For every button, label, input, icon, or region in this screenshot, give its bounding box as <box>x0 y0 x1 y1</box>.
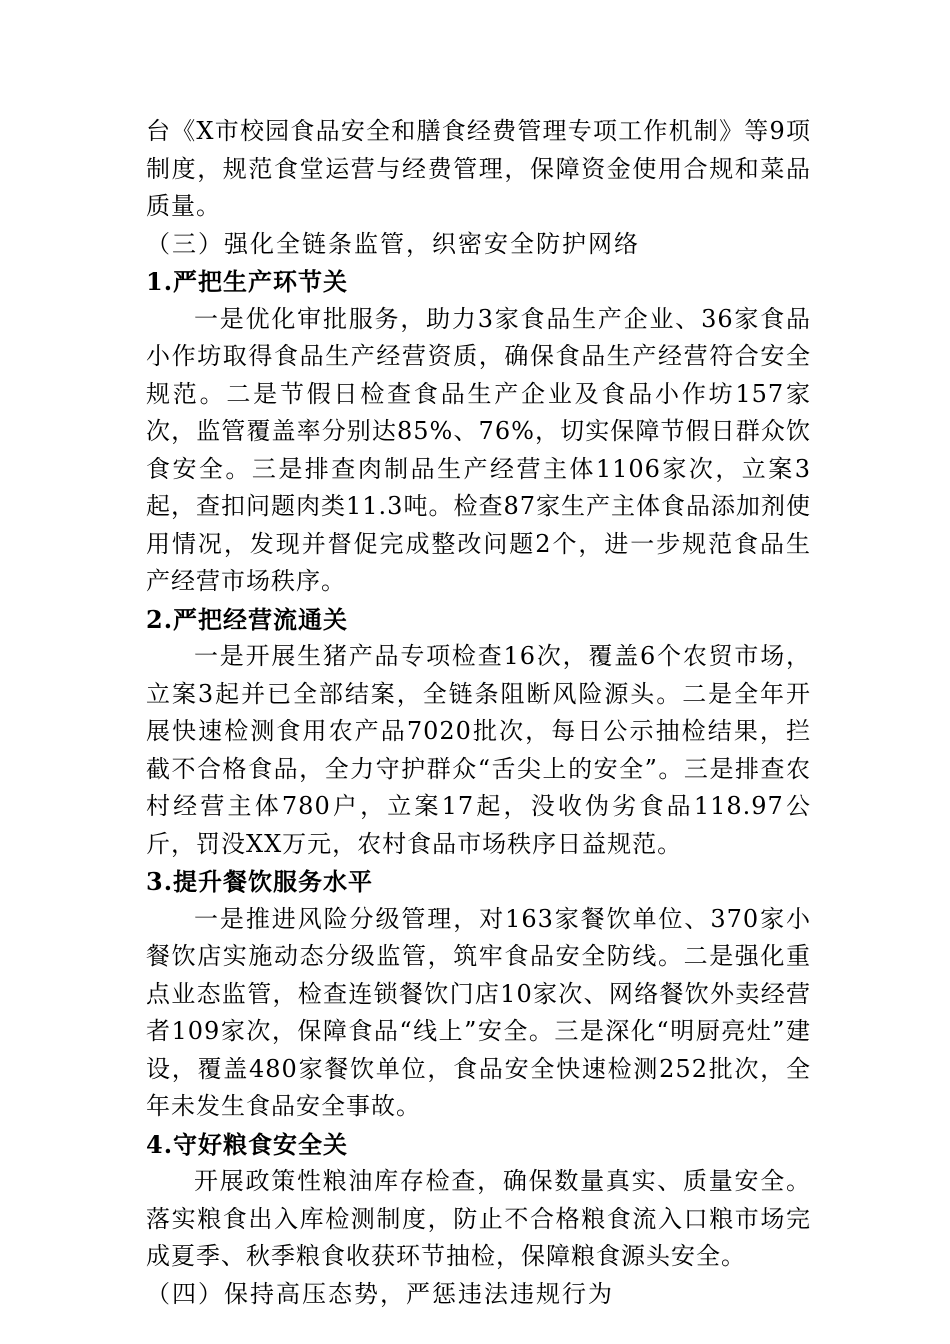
subheading: 1.严把生产环节关 <box>146 267 349 296</box>
subheading: 3.提升餐饮服务水平 <box>146 867 374 896</box>
body-paragraph: 台《X市校园食品安全和膳食经费管理专项工作机制》等9项制度，规范食堂运营与经费管理，保障资金使用合规和菜品质量。 <box>146 117 811 220</box>
section-heading: （三）强化全链条监管，织密安全防护网络 <box>146 229 640 258</box>
body-paragraph: 一是推进风险分级管理，对163家餐饮单位、370家小餐饮店实施动态分级监管，筑牢食品安全防线。二是强化重点业态监管，检查连锁餐饮门店10家次、网络餐饮外卖经营者109家次，保障食品“线上”安全。三是深化“明厨亮灶”建设，覆盖480家餐饮单位，食品安全快速检测252批次，全年未发生食品安全事故。 <box>146 904 811 1120</box>
document-body <box>146 113 811 1313</box>
subheading: 2.严把经营流通关 <box>146 604 349 634</box>
subheading: 4.守好粮食安全关 <box>146 1129 349 1159</box>
section-heading: （四）保持高压态势，严惩违法违规行为 <box>146 1279 614 1308</box>
body-paragraph: 一是优化审批服务，助力3家食品生产企业、36家食品小作坊取得食品生产经营资质，确保食品生产经营符合安全规范。二是节假日检查食品生产企业及食品小作坊157家次，监管覆盖率分别达85%、76%，切实保障节假日群众饮食安全。三是排查肉制品生产经营主体1106家次，立案3起，查扣问题肉类11.3吨。检查87家生产主体食品添加剂使用情况，发现并督促完成整改问题2个，进一步规范食品生产经营市场秩序。 <box>146 304 811 595</box>
body-paragraph: 一是开展生猪产品专项检查16次，覆盖6个农贸市场，立案3起并已全部结案，全链条阻断风险源头。二是全年开展快速检测食用农产品7020批次，每日公示抽检结果，拦截不合格食品，全力守护群众“舌尖上的安全”。三是排查农村经营主体780户，立案17起，没收伪劣食品118.97公斤，罚没XX万元，农村食品市场秩序日益规范。 <box>146 642 811 858</box>
body-paragraph: 开展政策性粮油库存检查，确保数量真实、质量安全。落实粮食出入库检测制度，防止不合格粮食流入口粮市场完成夏季、秋季粮食收获环节抽检，保障粮食源头安全。 <box>146 1167 811 1270</box>
